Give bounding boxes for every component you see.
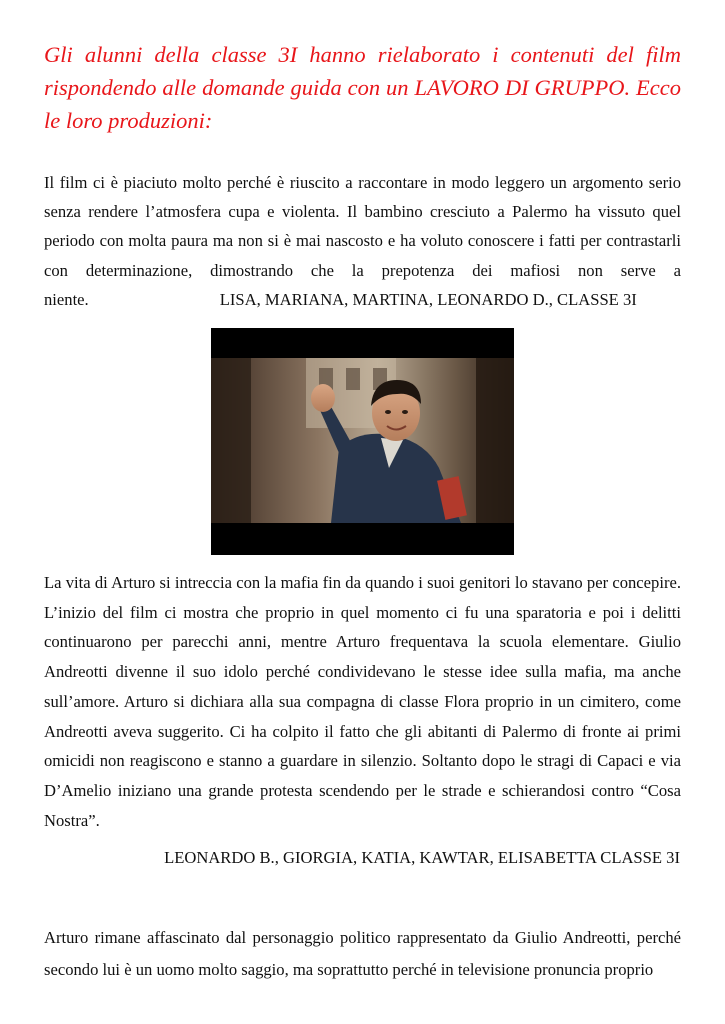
paragraph-text: Il film ci è piaciuto molto perché è riuscito a raccontare in modo leggero un argomento serio senza rendere l’atmosfera cupa e violenta. Il bambino cresciuto a Palermo ha vissuto quel periodo con molta paura ma non si è mai nascosto e ha voluto conoscere i fatti per contrastarli con determinazione, dimostrando che la prepotenza dei mafiosi non serve a niente.: [44, 173, 681, 309]
paragraph-film-opinion: [44, 168, 681, 314]
paragraph-andreotti: Arturo rimane affascinato dal personaggio politico rappresentato da Giulio Andreotti, perché secondo lui è un uomo molto saggio, ma soprattutto perché in televisione pronuncia proprio: [44, 928, 681, 979]
group-signature: LISA, MARIANA, MARTINA, LEONARDO D., CLASSE 3I: [219, 289, 637, 309]
paragraph-arturo-life: La vita di Arturo si intreccia con la mafia fin da quando i suoi genitori lo stavano per concepire. L’inizio del film ci mostra che proprio in quel momento ci fu una sparatoria e poi i delitti continuarono per parecchi anni, mentre Arturo frequentava la scuola elementare. Giulio Andreotti divenne il suo idolo perché condividevano le stesse idee sulla mafia, ma anche sull’amore. Arturo si dichiara alla sua compagna di classe Flora proprio in un cimitero, come Andreotti aveva suggerito. Ci ha colpito il fatto che gli abitanti di Palermo di fronte ai primi omicidi non reagiscono e stanno a guardare in silenzio. Soltanto dopo le stragi di Capaci e via D’Amelio iniziano una grande protesta scendendo per le strade e schierandosi contro “Cosa Nostra”.: [44, 573, 681, 830]
page-heading: Gli alunni della classe 3I hanno rielaborato i contenuti del film rispondendo alle domande guida con un LAVORO DI GRUPPO. Ecco le loro produzioni:: [44, 42, 681, 133]
film-still-image: [211, 328, 514, 555]
group-signature: LEONARDO B., GIORGIA, KATIA, KAWTAR, ELISABETTA CLASSE 3I: [164, 848, 680, 867]
